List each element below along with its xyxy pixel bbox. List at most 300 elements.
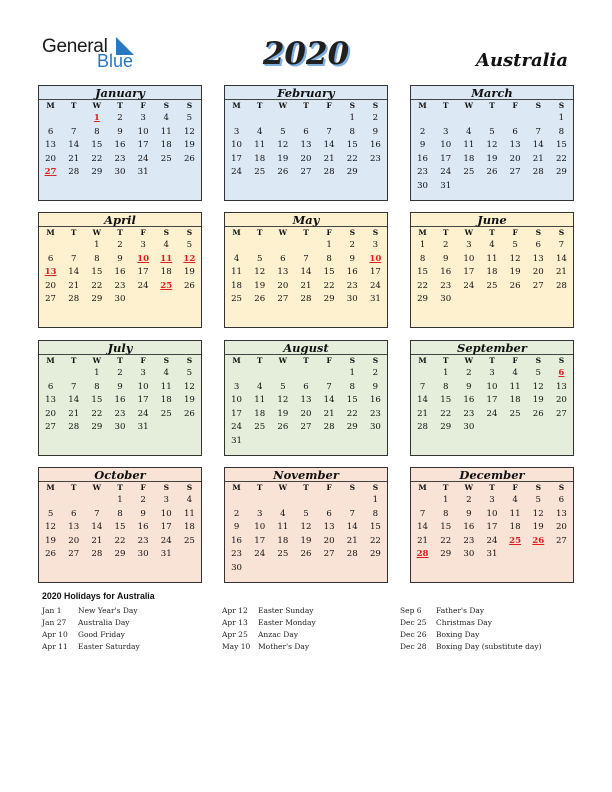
day-cell: 27 xyxy=(555,408,567,419)
weekday-label: S xyxy=(535,356,541,365)
day-cell: 22 xyxy=(323,280,335,291)
weekday-label: T xyxy=(489,356,495,365)
day-cell: 5 xyxy=(535,495,541,505)
day-cell: 4 xyxy=(186,495,193,505)
day-cell: 23 xyxy=(369,153,381,164)
empty-day-cell xyxy=(318,562,341,576)
day-cell: 24 xyxy=(231,167,243,178)
holiday-day-cell: 10 xyxy=(369,253,382,264)
weekday-label: W xyxy=(92,228,102,237)
week-row xyxy=(411,153,573,167)
day-cell: 7 xyxy=(349,508,355,519)
day-cell: 11 xyxy=(183,508,195,519)
empty-day-cell xyxy=(504,112,527,126)
day-cell: 6 xyxy=(70,508,77,519)
weekday-label: S xyxy=(349,356,355,365)
day-cell: 20 xyxy=(509,153,521,164)
day-cell: 13 xyxy=(45,140,57,151)
empty-day-cell xyxy=(480,112,503,126)
month-april xyxy=(38,212,202,328)
weekday-label: S xyxy=(349,228,355,237)
day-cell: 20 xyxy=(532,267,544,278)
day-cell: 9 xyxy=(372,126,379,137)
holiday-item xyxy=(222,641,316,653)
empty-day-cell xyxy=(39,367,62,381)
holiday-date: Dec 28 xyxy=(400,642,427,651)
month-december xyxy=(410,467,574,583)
day-cell: 11 xyxy=(463,140,475,151)
day-cell: 22 xyxy=(114,535,126,546)
day-cell: 22 xyxy=(440,535,452,546)
empty-day-cell xyxy=(225,112,248,126)
day-cell: 16 xyxy=(369,140,381,151)
day-cell: 7 xyxy=(303,253,309,264)
holiday-name: Boxing Day xyxy=(436,630,480,639)
weekday-label: M xyxy=(46,228,55,237)
week-row xyxy=(39,293,201,307)
day-cell: 8 xyxy=(442,508,449,519)
holiday-item xyxy=(222,629,316,641)
week-row xyxy=(225,494,387,508)
day-cell: 24 xyxy=(369,280,381,291)
day-cell: 29 xyxy=(114,549,126,560)
day-cell: 12 xyxy=(183,381,195,392)
month-title: May xyxy=(225,213,387,227)
day-cell: 25 xyxy=(254,167,266,178)
day-cell: 18 xyxy=(160,395,172,406)
empty-day-cell xyxy=(178,421,201,435)
month-title: June xyxy=(411,213,573,227)
weekday-label: W xyxy=(92,483,102,492)
day-cell: 23 xyxy=(137,535,149,546)
empty-day-cell xyxy=(527,112,550,126)
day-cell: 29 xyxy=(440,549,452,560)
weekday-label: T xyxy=(303,483,309,492)
day-cell: 8 xyxy=(442,381,449,392)
weekday-label: M xyxy=(46,356,55,365)
day-cell: 23 xyxy=(114,280,126,291)
day-cell: 23 xyxy=(463,408,475,419)
day-cell: 8 xyxy=(558,126,565,137)
day-cell: 14 xyxy=(532,140,544,151)
day-cell: 17 xyxy=(160,522,172,533)
day-cell: 2 xyxy=(419,126,426,137)
weekday-label: W xyxy=(278,483,288,492)
week-row xyxy=(39,494,201,508)
day-cell: 19 xyxy=(254,280,266,291)
weekday-label: F xyxy=(326,483,332,492)
weekday-header xyxy=(225,355,387,367)
day-cell: 15 xyxy=(91,140,103,151)
day-cell: 16 xyxy=(231,535,243,546)
week-row xyxy=(411,293,573,307)
day-cell: 9 xyxy=(117,381,123,392)
empty-day-cell xyxy=(155,293,178,307)
day-cell: 27 xyxy=(532,280,544,291)
day-cell: 12 xyxy=(45,522,57,533)
empty-day-cell xyxy=(341,494,364,508)
week-row xyxy=(411,112,573,126)
day-cell: 28 xyxy=(300,294,312,305)
day-cell: 10 xyxy=(160,508,172,519)
empty-day-cell xyxy=(411,494,434,508)
week-row xyxy=(39,521,201,535)
month-title: February xyxy=(225,86,387,100)
day-cell: 9 xyxy=(140,508,146,519)
month-title: October xyxy=(39,468,201,482)
empty-day-cell xyxy=(550,548,573,562)
day-cell: 26 xyxy=(254,294,266,305)
holiday-date: Apr 11 xyxy=(42,642,68,651)
holiday-date: Dec 26 xyxy=(400,630,427,639)
day-cell: 7 xyxy=(419,508,426,519)
weekday-label: M xyxy=(232,101,241,110)
weekday-label: T xyxy=(303,228,309,237)
day-cell: 21 xyxy=(346,535,358,546)
day-cell: 3 xyxy=(466,240,472,250)
month-july xyxy=(38,340,202,456)
weekday-label: T xyxy=(70,101,77,110)
month-title: January xyxy=(39,86,201,100)
day-cell: 4 xyxy=(466,126,472,137)
empty-day-cell xyxy=(39,494,62,508)
holiday-day-cell: 10 xyxy=(137,253,150,264)
holiday-item xyxy=(222,617,316,629)
day-cell: 4 xyxy=(280,508,286,519)
weekday-label: F xyxy=(140,101,146,110)
month-september xyxy=(410,340,574,456)
day-cell: 4 xyxy=(512,368,518,378)
weekday-label: S xyxy=(186,228,193,237)
day-cell: 19 xyxy=(532,522,544,533)
weekday-label: F xyxy=(512,356,518,365)
empty-day-cell xyxy=(480,421,503,435)
week-row xyxy=(39,253,201,267)
weekday-label: S xyxy=(372,228,379,237)
weekday-header xyxy=(225,100,387,112)
day-cell: 28 xyxy=(555,280,567,291)
empty-day-cell xyxy=(225,239,248,253)
day-cell: 6 xyxy=(47,381,54,392)
empty-day-cell xyxy=(527,293,550,307)
month-october xyxy=(38,467,202,583)
day-cell: 16 xyxy=(114,140,126,151)
day-cell: 4 xyxy=(512,495,518,505)
day-cell: 19 xyxy=(183,140,195,151)
day-cell: 14 xyxy=(346,522,358,533)
holiday-date: Jan 27 xyxy=(42,618,67,627)
day-cell: 2 xyxy=(117,240,123,250)
empty-day-cell xyxy=(318,367,341,381)
day-cell: 3 xyxy=(163,495,169,505)
day-cell: 12 xyxy=(486,140,498,151)
holiday-item xyxy=(400,641,542,653)
day-cell: 6 xyxy=(535,240,541,250)
day-cell: 14 xyxy=(323,395,335,406)
day-cell: 11 xyxy=(509,381,521,392)
day-cell: 12 xyxy=(509,253,521,264)
month-february xyxy=(224,85,388,201)
day-cell: 24 xyxy=(231,422,243,433)
day-cell: 18 xyxy=(509,395,521,406)
week-row xyxy=(39,548,201,562)
day-cell: 6 xyxy=(512,126,518,137)
day-cell: 9 xyxy=(442,253,449,264)
week-row xyxy=(225,253,387,267)
day-cell: 13 xyxy=(555,381,567,392)
day-cell: 18 xyxy=(183,522,195,533)
day-cell: 29 xyxy=(91,294,103,305)
day-cell: 26 xyxy=(486,167,498,178)
day-cell: 8 xyxy=(94,381,100,392)
week-row xyxy=(411,494,573,508)
day-cell: 14 xyxy=(417,522,429,533)
day-cell: 27 xyxy=(509,167,521,178)
day-cell: 5 xyxy=(535,368,541,378)
weekday-label: S xyxy=(163,483,169,492)
day-cell: 11 xyxy=(160,126,172,137)
month-march xyxy=(410,85,574,201)
empty-day-cell xyxy=(318,112,341,126)
day-cell: 3 xyxy=(442,126,449,137)
month-title: April xyxy=(39,213,201,227)
calendar-year: 2020 xyxy=(262,36,350,72)
empty-day-cell xyxy=(271,112,294,126)
empty-day-cell xyxy=(62,494,85,508)
day-cell: 30 xyxy=(417,180,429,191)
day-cell: 21 xyxy=(532,153,544,164)
week-row xyxy=(411,239,573,253)
empty-day-cell xyxy=(155,166,178,180)
day-cell: 1 xyxy=(558,113,565,123)
weekday-label: T xyxy=(117,228,123,237)
day-cell: 3 xyxy=(233,126,240,137)
weekday-label: T xyxy=(117,483,123,492)
weekday-label: S xyxy=(558,483,565,492)
day-cell: 12 xyxy=(532,508,544,519)
day-cell: 24 xyxy=(486,535,498,546)
holiday-name: Anzac Day xyxy=(258,630,298,639)
weekday-header xyxy=(411,100,573,112)
holiday-date: Apr 25 xyxy=(222,630,248,639)
holiday-item xyxy=(42,641,140,653)
day-cell: 11 xyxy=(486,253,498,264)
weekday-header xyxy=(225,482,387,494)
day-cell: 14 xyxy=(323,140,335,151)
holiday-name: Easter Saturday xyxy=(78,642,140,651)
weekday-label: M xyxy=(418,228,427,237)
day-cell: 15 xyxy=(417,267,429,278)
day-cell: 16 xyxy=(369,395,381,406)
day-cell: 17 xyxy=(231,153,243,164)
day-cell: 21 xyxy=(91,535,103,546)
day-cell: 15 xyxy=(346,140,358,151)
day-cell: 26 xyxy=(45,549,57,560)
day-cell: 14 xyxy=(555,253,567,264)
empty-day-cell xyxy=(248,367,271,381)
weekday-label: S xyxy=(349,483,355,492)
day-cell: 8 xyxy=(419,253,426,264)
holiday-day-cell: 25 xyxy=(509,535,522,546)
day-cell: 8 xyxy=(372,508,379,519)
day-cell: 14 xyxy=(68,140,80,151)
day-cell: 15 xyxy=(555,140,567,151)
day-cell: 19 xyxy=(509,267,521,278)
day-cell: 20 xyxy=(555,395,567,406)
day-cell: 5 xyxy=(303,508,309,519)
week-row xyxy=(39,266,201,280)
day-cell: 10 xyxy=(137,381,149,392)
week-row xyxy=(411,180,573,194)
holiday-name: Boxing Day (substitute day) xyxy=(436,642,542,651)
week-row xyxy=(225,166,387,180)
day-cell: 21 xyxy=(323,153,335,164)
empty-day-cell xyxy=(341,435,364,449)
day-cell: 15 xyxy=(346,395,358,406)
empty-day-cell xyxy=(294,435,317,449)
day-cell: 21 xyxy=(68,153,80,164)
day-cell: 13 xyxy=(45,395,57,406)
day-cell: 18 xyxy=(231,280,243,291)
month-title: September xyxy=(411,341,573,355)
day-cell: 9 xyxy=(349,253,355,264)
day-cell: 14 xyxy=(300,267,312,278)
day-cell: 12 xyxy=(277,395,289,406)
week-row xyxy=(39,408,201,422)
month-august xyxy=(224,340,388,456)
day-cell: 23 xyxy=(346,280,358,291)
empty-day-cell xyxy=(178,548,201,562)
day-cell: 7 xyxy=(419,381,426,392)
weekday-label: F xyxy=(512,101,518,110)
day-cell: 5 xyxy=(512,240,518,250)
day-cell: 20 xyxy=(555,522,567,533)
week-row xyxy=(225,280,387,294)
day-cell: 5 xyxy=(186,240,193,250)
empty-day-cell xyxy=(62,367,85,381)
day-cell: 15 xyxy=(440,395,452,406)
day-cell: 22 xyxy=(91,408,103,419)
day-cell: 29 xyxy=(91,167,103,178)
day-cell: 1 xyxy=(349,368,355,378)
empty-day-cell xyxy=(504,421,527,435)
day-cell: 17 xyxy=(231,408,243,419)
day-cell: 31 xyxy=(231,435,243,446)
day-cell: 7 xyxy=(535,126,541,137)
day-cell: 16 xyxy=(114,267,126,278)
day-cell: 18 xyxy=(277,535,289,546)
empty-day-cell xyxy=(318,494,341,508)
week-row xyxy=(225,112,387,126)
day-cell: 20 xyxy=(323,535,335,546)
week-row xyxy=(225,381,387,395)
day-cell: 15 xyxy=(91,267,103,278)
day-cell: 7 xyxy=(326,381,332,392)
day-cell: 30 xyxy=(463,549,475,560)
week-row xyxy=(411,521,573,535)
holiday-name: Christmas Day xyxy=(436,618,492,627)
holiday-date: Dec 25 xyxy=(400,618,427,627)
week-row xyxy=(411,126,573,140)
weekday-label: W xyxy=(278,228,288,237)
day-cell: 14 xyxy=(68,395,80,406)
day-cell: 7 xyxy=(70,126,77,137)
month-title: November xyxy=(225,468,387,482)
weekday-header xyxy=(225,227,387,239)
day-cell: 23 xyxy=(231,549,243,560)
day-cell: 2 xyxy=(372,113,379,123)
day-cell: 16 xyxy=(463,522,475,533)
weekday-label: W xyxy=(464,356,474,365)
week-row xyxy=(39,280,201,294)
day-cell: 28 xyxy=(532,167,544,178)
weekday-label: F xyxy=(326,356,332,365)
day-cell: 5 xyxy=(280,126,286,137)
week-row xyxy=(411,548,573,562)
day-cell: 23 xyxy=(114,408,126,419)
day-cell: 16 xyxy=(346,267,358,278)
empty-day-cell xyxy=(248,494,271,508)
empty-day-cell xyxy=(364,435,387,449)
empty-day-cell xyxy=(480,180,503,194)
day-cell: 2 xyxy=(466,368,472,378)
day-cell: 7 xyxy=(94,508,100,519)
week-row xyxy=(225,153,387,167)
empty-day-cell xyxy=(225,367,248,381)
empty-day-cell xyxy=(178,166,201,180)
week-row xyxy=(411,508,573,522)
weekday-label: S xyxy=(535,101,541,110)
day-cell: 2 xyxy=(117,368,123,378)
week-row xyxy=(225,548,387,562)
weekday-label: S xyxy=(186,483,193,492)
empty-day-cell xyxy=(457,180,480,194)
day-cell: 25 xyxy=(277,549,289,560)
day-cell: 5 xyxy=(256,253,263,264)
holiday-item xyxy=(42,629,140,641)
day-cell: 9 xyxy=(117,126,123,137)
day-cell: 11 xyxy=(160,381,172,392)
day-cell: 18 xyxy=(160,267,172,278)
week-row xyxy=(411,166,573,180)
weekday-label: W xyxy=(278,101,288,110)
weekday-label: S xyxy=(558,356,565,365)
day-cell: 9 xyxy=(233,522,240,533)
day-cell: 19 xyxy=(300,535,312,546)
empty-day-cell xyxy=(318,435,341,449)
weekday-label: M xyxy=(232,483,241,492)
day-cell: 10 xyxy=(440,140,452,151)
weekday-label: T xyxy=(256,228,263,237)
day-cell: 19 xyxy=(486,153,498,164)
week-row xyxy=(411,280,573,294)
day-cell: 4 xyxy=(256,381,263,392)
empty-day-cell xyxy=(527,180,550,194)
empty-day-cell xyxy=(527,548,550,562)
weekday-label: M xyxy=(46,101,55,110)
empty-day-cell xyxy=(271,562,294,576)
day-cell: 25 xyxy=(183,535,195,546)
day-cell: 12 xyxy=(254,267,266,278)
holiday-name: Easter Sunday xyxy=(258,606,314,615)
day-cell: 19 xyxy=(277,153,289,164)
week-row xyxy=(39,139,201,153)
holiday-name: Easter Monday xyxy=(258,618,316,627)
weekday-label: S xyxy=(535,483,541,492)
day-cell: 25 xyxy=(463,167,475,178)
empty-day-cell xyxy=(248,435,271,449)
empty-day-cell xyxy=(294,367,317,381)
